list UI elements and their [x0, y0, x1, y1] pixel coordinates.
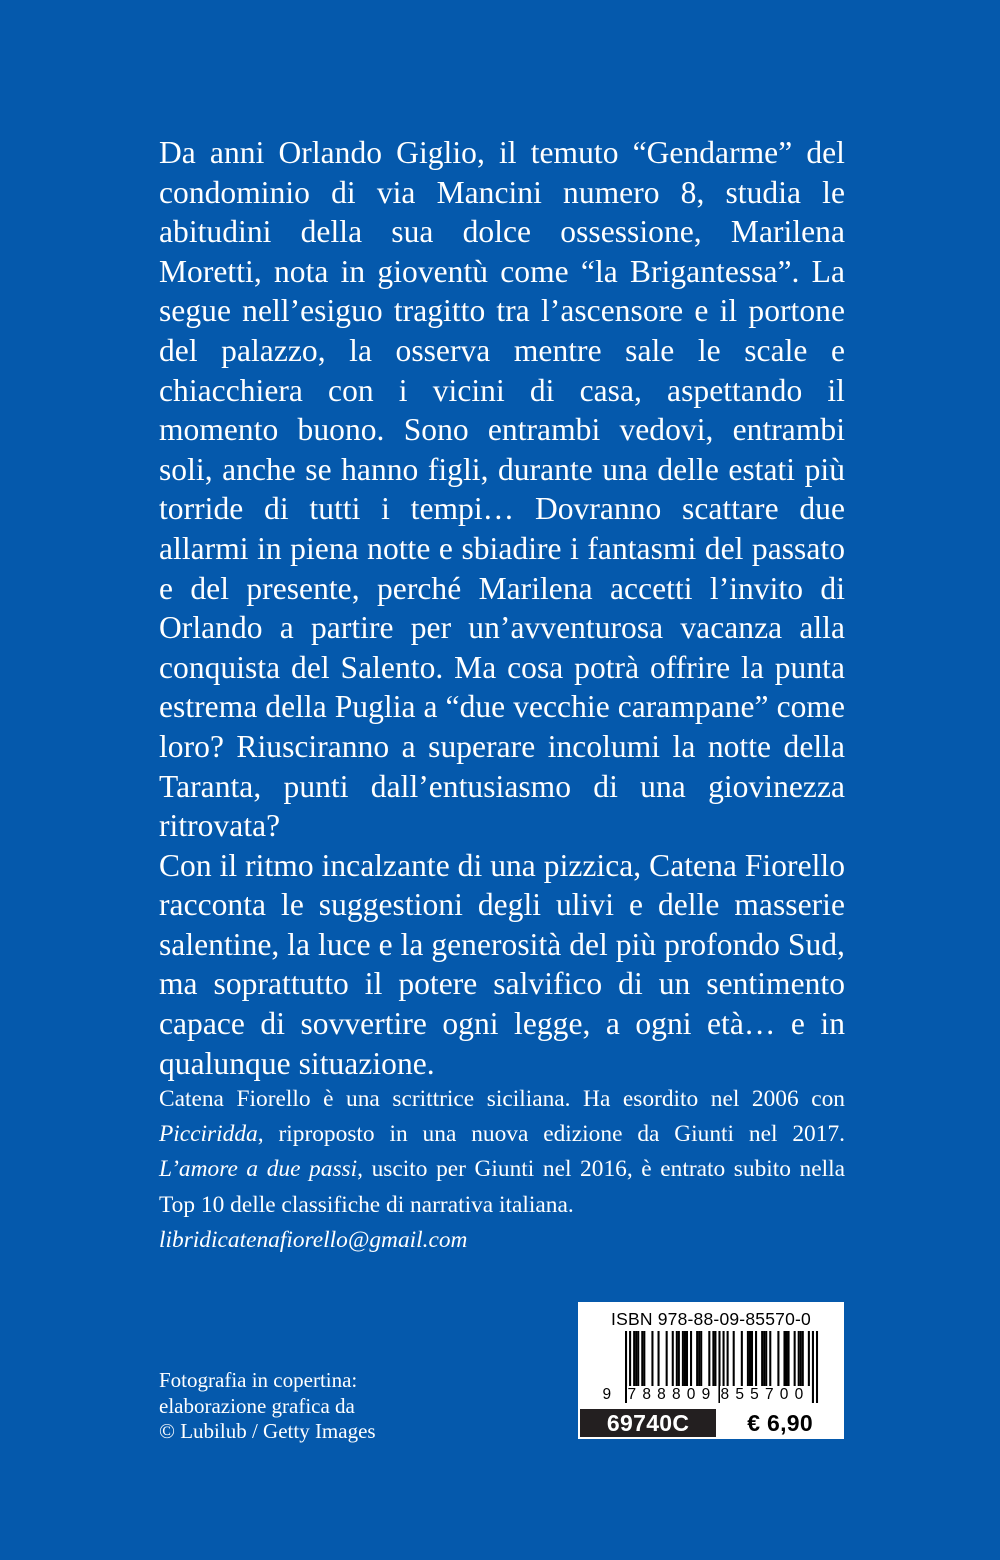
book-title-lamore-a-due-passi: L’amore a due passi	[159, 1156, 358, 1183]
barcode-digits-right: 855700	[720, 1386, 810, 1403]
blurb-paragraph-2: Con il ritmo incalzante di una pizzica, Catena Fiorello racconta le suggestioni degli ulivi e delle masserie salentine, la luce e la generosità del più profondo Sud, ma soprattutto il potere salvifico di un sentimento capace di sovvertire ogni legge, a ogni età… e in qualunque situazione.	[159, 847, 845, 1081]
barcode-digits	[602, 1386, 820, 1403]
author-email[interactable]: libridicatenafiorello@gmail.com	[159, 1226, 468, 1253]
isbn-label: ISBN 978-88-09-85570-0	[611, 1309, 811, 1329]
ean13-barcode	[602, 1331, 820, 1403]
barcode-digit-lead: 9	[602, 1386, 612, 1403]
author-bio	[159, 1082, 845, 1258]
author-bio-paragraph	[159, 1082, 845, 1223]
photo-credit-line-2: elaborazione grafica da	[159, 1393, 355, 1418]
photo-credit-line-3: © Lubilub / Getty Images	[159, 1419, 376, 1443]
bio-text-3: , uscito per Giunti nel 2016, è entrato subito nella Top 10 delle classifiche di narrativa italiana.	[159, 1156, 846, 1218]
barcode-panel	[580, 1304, 842, 1407]
barcode-block	[578, 1302, 844, 1439]
barcode-digits-left: 788809	[627, 1386, 717, 1403]
product-code: 69740C	[580, 1409, 716, 1437]
photo-credit	[159, 1368, 376, 1445]
book-title-picciridda: Picciridda	[159, 1121, 258, 1148]
blurb-paragraph-1: Da anni Orlando Giglio, il temuto “Gendarme” del condominio di via Mancini numero 8, studia le abitudini della sua dolce ossessione, Marilena Moretti, nota in gioventù come “la Brigantessa”. La segue nell’esiguo tragitto tra l’ascensore e il portone del palazzo, la osserva mentre sale le scale e chiacchiera con i vicini di casa, aspettando il momento buono. Sono entrambi vedovi, entrambi soli, anche se hanno figli, durante una delle estati più torride di tutti i tempi… Dovranno scattare due allarmi in piena notte e sbiadire i fantasmi del passato e del presente, perché Marilena accetti l’invito di Orlando a partire per un’avventurosa vacanza alla conquista del Salento. Ma cosa potrà offrire la punta estrema della Puglia a “due vecchie carampane” come loro? Riusciranno a superare incolumi la notte della Taranta, punti dall’entusiasmo di una giovinezza ritrovata?	[159, 135, 845, 844]
bio-text-2: , riproposto in una nuova edizione da Giunti nel 2017.	[257, 1121, 845, 1148]
barcode-bottom-row	[580, 1407, 842, 1437]
blurb-text	[159, 133, 845, 1083]
price-label: € 6,90	[716, 1409, 842, 1437]
bio-text-1: Catena Fiorello è una scrittrice siciliana. Ha esordito nel 2006 con	[159, 1086, 845, 1112]
photo-credit-line-1: Fotografia in copertina:	[159, 1368, 358, 1392]
